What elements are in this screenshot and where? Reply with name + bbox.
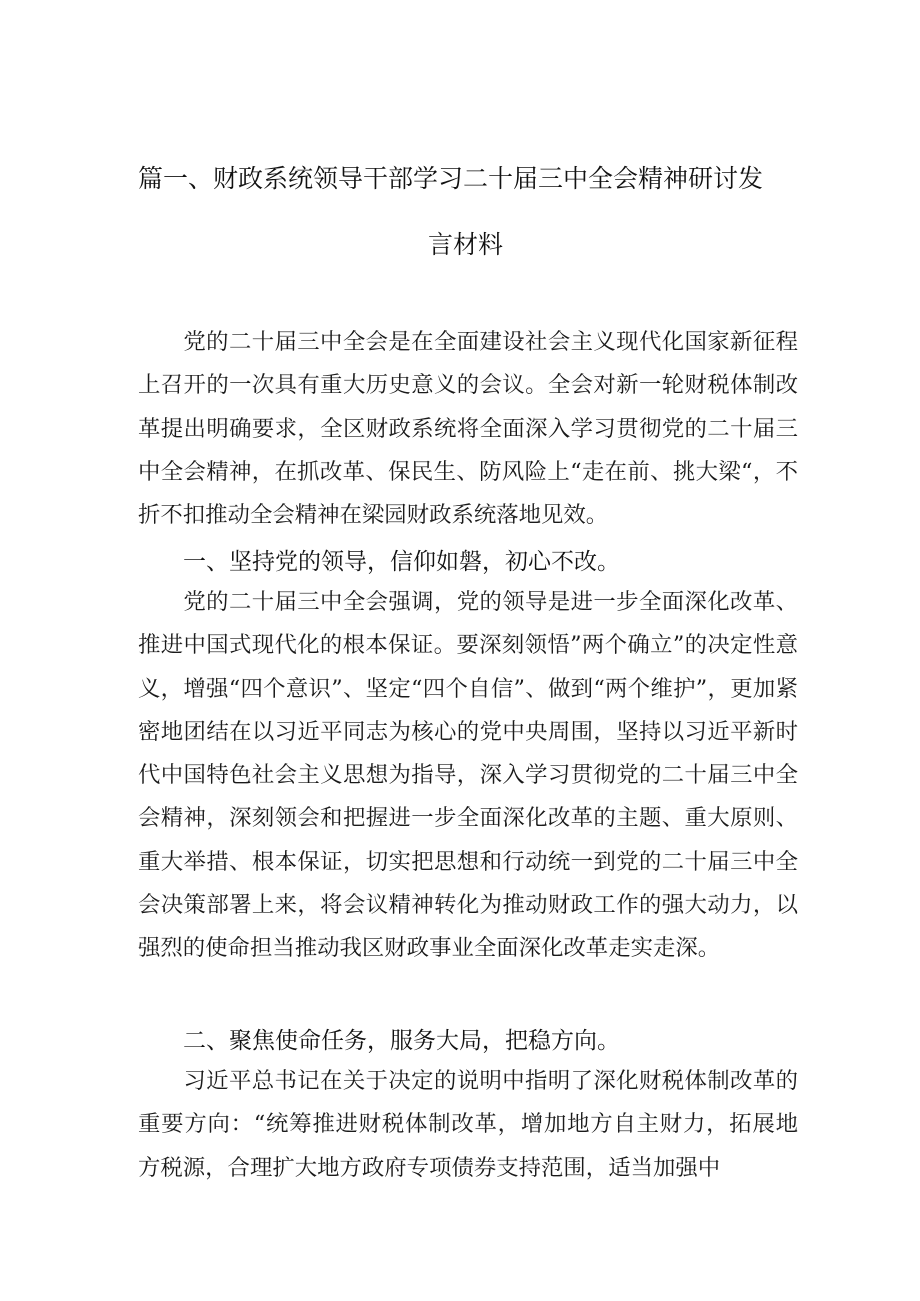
section-1-paragraph bbox=[138, 581, 798, 971]
section-1-paragraph-text: 党的二十届三中全会强调，党的领导是进一步全面深化改革、推进中国式现代化的根本保证。要深刻领悟”两个确立”的决定性意义，增强“四个意识”、坚定“四个自信”、做到“两个维护”，更加紧密地团结在以习近平同志为核心的党中央周围，坚持以习近平新时代中国特色社会主义思想为指导，深入学习贯彻党的二十届三中全会精神，深刻领会和把握进一步全面深化改革的主题、重大原则、重大举措、根本保证，切实把思想和行动统一到党的二十届三中全会决策部署上来，将会议精神转化为推动财政工作的强大动力，以强烈的使命担当推动我区财政事业全面深化改革走实走深。 bbox=[138, 589, 798, 962]
document-title-line-2: 言材料 bbox=[428, 230, 504, 259]
intro-paragraph bbox=[138, 321, 798, 537]
section-2-paragraph-text: 习近平总书记在关于决定的说明中指明了深化财税体制改革的重要方向：“统筹推进财税体制改革，增加地方自主财力，拓展地方税源，合理扩大地方政府专项债券支持范围，适当加强中 bbox=[138, 1068, 798, 1181]
section-heading-2: 二、聚焦使命任务，服务大局，把稳方向。 bbox=[183, 1028, 620, 1054]
intro-paragraph-text: 党的二十届三中全会是在全面建设社会主义现代化国家新征程上召开的一次具有重大历史意义的会议。全会对新一轮财税体制改革提出明确要求，全区财政系统将全面深入学习贯彻党的二十届三中全会精神，在抓改革、保民生、防风险上“走在前、挑大梁“，不折不扣推动全会精神在梁园财政系统落地见效。 bbox=[138, 329, 798, 529]
document-title-line-1: 篇一、财政系统领导干部学习二十届三中全会精神研讨发 bbox=[138, 164, 764, 193]
section-heading-1: 一、坚持党的领导，信仰如磐，初心不改。 bbox=[183, 549, 620, 575]
section-2-paragraph bbox=[138, 1060, 798, 1190]
